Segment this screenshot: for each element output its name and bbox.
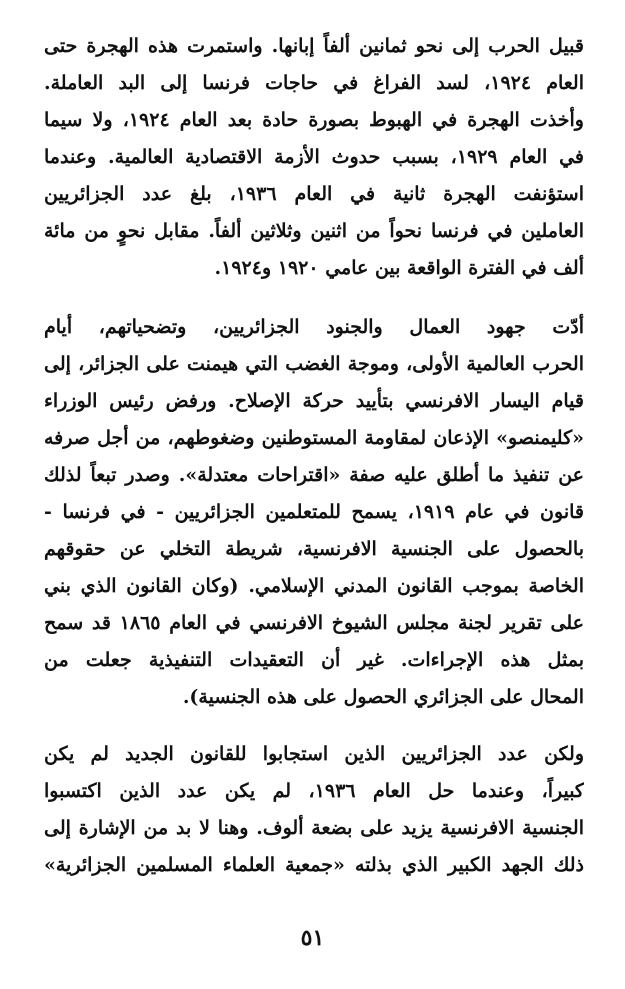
text-line: أدّت جهود العمال والجنود الجزائريين، وتضحياتهم، أيام <box>44 316 584 338</box>
text-line: عن تنفيذ ما أطلق عليه صفة «اقتراحات معتدلة». وصدر تبعاً لذلك <box>44 464 584 486</box>
text-line: الحرب العالمية الأولى، وموجة الغضب التي هيمنت على الجزائر، إلى <box>44 353 584 375</box>
text-line: قانون في عام ١٩١٩، يسمح للمتعلمين الجزائريين - في فرنسا - <box>44 501 584 523</box>
paragraph-1 <box>44 28 584 287</box>
paragraph-spacer <box>44 716 584 736</box>
text-line: العام ١٩٢٤، لسد الفراغ في حاجات فرنسا إلى البد العاملة. <box>44 72 584 94</box>
text-line: بالحصول على الجنسية الافرنسية، شريطة التخلي عن حقوقهم <box>44 538 584 560</box>
text-line: استؤنفت الهجرة ثانية في العام ١٩٣٦، بلغ عدد الجزائريين <box>44 183 584 205</box>
page-body <box>44 28 584 884</box>
text-line: قيام اليسار الافرنسي بتأييد حركة الإصلاح. ورفض رئيس الوزراء <box>44 390 584 412</box>
text-line: «كليمنصو» الإذعان لمقاومة المستوطنين وضغوطهم، من أجل صرفه <box>44 427 584 449</box>
text-line: ذلك الجهد الكبير الذي بذلته «جمعية العلماء المسلمين الجزائرية» <box>44 854 584 876</box>
paragraph-3 <box>44 736 584 884</box>
text-line: وأخذت الهجرة في الهبوط بصورة حادة بعد العام ١٩٢٤، ولا سيما <box>44 109 584 131</box>
text-line: قبيل الحرب إلى نحو ثمانين ألفاً إبانها. واستمرت هذه الهجرة حتى <box>44 35 584 57</box>
text-line: الجنسية الافرنسية يزيد على بضعة ألوف. وهنا لا بد من الإشارة إلى <box>44 817 584 839</box>
text-line: على تقرير لجنة مجلس الشيوخ الافرنسي في العام ١٨٦٥ قد سمح <box>44 612 584 634</box>
text-line: في العام ١٩٢٩، بسبب حدوث الأزمة الاقتصادية العالمية. وعندما <box>44 146 584 168</box>
paragraph-2 <box>44 309 584 716</box>
text-line: العاملين في فرنسا نحواً من اثنين وثلاثين ألفاً. مقابل نحوٍ من مائة <box>44 220 584 242</box>
text-line: الخاصة بموجب القانون المدني الإسلامي. (وكان القانون الذي بني <box>44 575 584 597</box>
text-line: بمثل هذه الإجراءات. غير أن التعقيدات التنفيذية جعلت من <box>44 649 584 671</box>
text-line: ألف في الفترة الواقعة بين عامي ١٩٢٠ و١٩٢٤. <box>214 257 584 279</box>
page-number: ٥١ <box>300 925 325 951</box>
text-line: كبيراً، وعندما حل العام ١٩٣٦، لم يكن عدد الذين اكتسبوا <box>44 780 584 802</box>
text-line: المحال على الجزائري الحصول على هذه الجنسية). <box>182 686 584 708</box>
paragraph-spacer <box>44 287 584 309</box>
text-line: ولكن عدد الجزائريين الذين استجابوا للقانون الجديد لم يكن <box>44 743 584 765</box>
